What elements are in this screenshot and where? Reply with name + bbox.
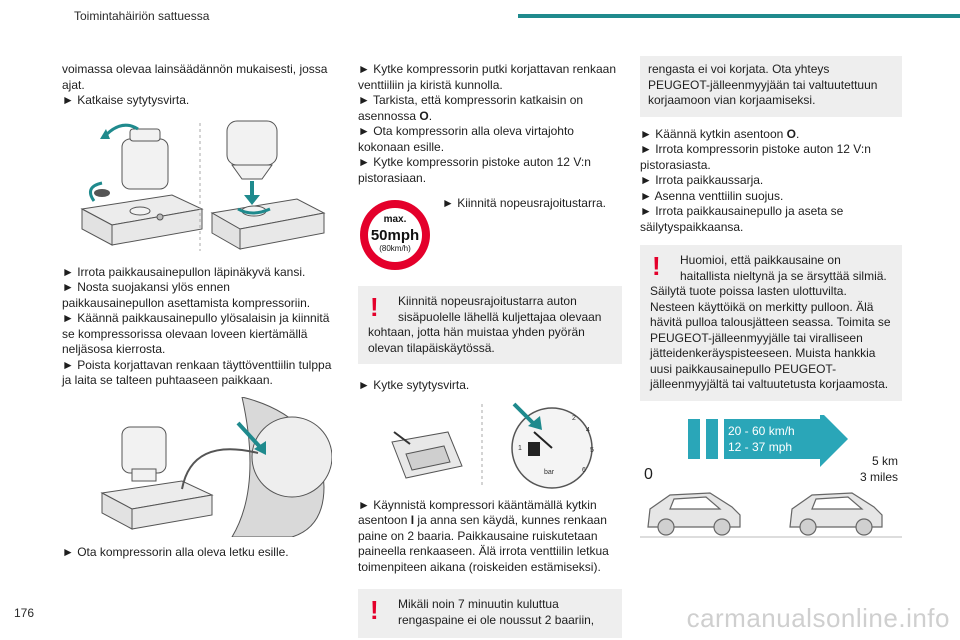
text-continuation: voimassa olevaa lainsäädännön mukaisesti, jossa ajat. [62,62,328,92]
warning-exclamation-icon: ! [370,292,379,322]
column-3 [640,56,902,547]
svg-text:50mph: 50mph [370,227,420,244]
warning-note-sticker [358,286,622,364]
illustration-switch-and-gauge [358,402,622,490]
svg-text:6: 6 [582,466,586,474]
svg-text:bar: bar [544,468,555,476]
speed-limit-sign-icon [358,198,432,272]
page-number: 176 [14,606,35,620]
step-lift-cover: ► Nosta suojakansi ylös ennen paikkausainepullon asettamista kompressoriin. [62,280,311,310]
column-1 [62,62,334,560]
step-start-compressor: ► Käynnistä kompressori kääntämällä kytkin asentoon I ja anna sen käydä, kunnes renkaan paine on 2 baaria. Paikkausaine ruiskutetaan paineella renkaaseen. Älä irrota venttiilin letkua toimenpiteen aikana (roiskeiden estämiseksi). [358,497,609,574]
note-text-rest: kohtaan, jotta hän muistaa yhden pyörän olevan tilapäiskäytössä. [368,325,585,355]
note-text-rest: Säilytä tuote poissa lasten ulottuvilta. Nesteen käyttöikä on merkitty pulloon. Älä hävitä pulloa talousjätteen seassa. Toimita se PEUGEOT-jälleenmyyjälle tai viralliseen jätteidenkeräyspisteeseen. Muista hankkia uusi paikkausainepullo PEUGEOT-jälleenmyyjältä tai valtuutetusta korjaamosta. [650,284,891,391]
svg-text:1: 1 [518,444,522,452]
step-take-cable: ► Ota kompressorin alla oleva virtajohto kokonaan esille. [358,124,574,154]
step-plug-in: ► Kytke kompressorin pistoke auton 12 V:n pistorasiaan. [358,155,591,185]
step-ignition-off: ► Katkaise sytytysvirta. [62,93,190,107]
warning-note-pressure [358,589,622,638]
note-continuation-box: rengasta ei voi korjata. Ota yhteys PEUGEOT-jälleenmyyjään tai valtuutettuun korjaamoon vian korjaamiseksi. [640,56,902,117]
svg-text:5: 5 [590,446,594,454]
illustration-drive-speed [640,415,902,547]
svg-text:max.: max. [383,214,407,225]
svg-text:20 - 60 km/h: 20 - 60 km/h [728,423,795,438]
svg-text:4: 4 [586,426,590,434]
step-insert-bottle: ► Käännä paikkausainepullo ylösalaisin ja kiinnitä se kompressorissa olevaan loveen kiertämällä neljäsosa kierrosta. [62,311,330,356]
svg-text:12 - 37 mph: 12 - 37 mph [728,439,793,454]
svg-text:5 km: 5 km [871,453,898,468]
illustration-hose-to-tyre [62,397,332,537]
watermark: carmanualsonline.info [686,603,950,633]
step-connect-hose: ► Kytke kompressorin putki korjattavan renkaan venttiiliin ja kiristä kunnolla. [358,62,616,92]
step-ignition-on: ► Kytke sytytysvirta. [358,378,470,392]
speed-sticker-row [358,198,622,272]
illustration-bottle-onto-compressor [62,117,332,257]
step-check-switch: ► Tarkista, että kompressorin katkaisin on asennossa O. [358,93,584,123]
step-switch-off: ► Käännä kytkin asentoon O. [640,126,800,141]
warning-exclamation-icon: ! [370,595,379,625]
step-store-bottle: ► Irrota paikkausainepullo ja aseta se säilytyspaikkaansa. [640,204,844,234]
column-2 [358,62,622,638]
pressure-gauge-icon [512,404,594,488]
note-text-first: Huomioi, että paikkausaine on haitallista nieltynä ja se ärsyttää silmiä. [680,253,887,283]
svg-text:2: 2 [572,414,576,422]
warning-exclamation-icon: ! [652,251,661,281]
step-fit-valve-cap: ► Asenna venttiilin suojus. [640,188,784,203]
warning-note-hazard [640,245,902,401]
svg-text:(80km/h): (80km/h) [379,244,411,253]
svg-text:0: 0 [644,465,653,483]
note-text-first: Kiinnitä nopeusrajoitustarra auton sisäpuolelle lähellä kuljettajaa olevaan [398,294,602,324]
step-remove-cap: ► Irrota paikkausainepullon läpinäkyvä kansi. [62,264,306,279]
note-text-first: Mikäli noin 7 minuutin kuluttua rengaspaine ei ole noussut 2 baariin, [398,597,595,627]
step-remove-kit: ► Irrota paikkaussarja. [640,173,764,187]
step-affix-sticker: ► Kiinnitä nopeusrajoitustarra. [442,196,606,210]
header-accent-bar [518,14,960,18]
header-title: Toimintahäiriön sattuessa [74,9,210,23]
step-take-hose: ► Ota kompressorin alla oleva letku esille. [62,544,289,559]
svg-text:3 miles: 3 miles [859,469,898,484]
step-remove-valve-cap: ► Poista korjattavan renkaan täyttöventtiilin tulppa ja laita se talteen puhtaaseen paikkaan. [62,357,332,387]
step-unplug: ► Irrota kompressorin pistoke auton 12 V:n pistorasiasta. [640,142,871,172]
